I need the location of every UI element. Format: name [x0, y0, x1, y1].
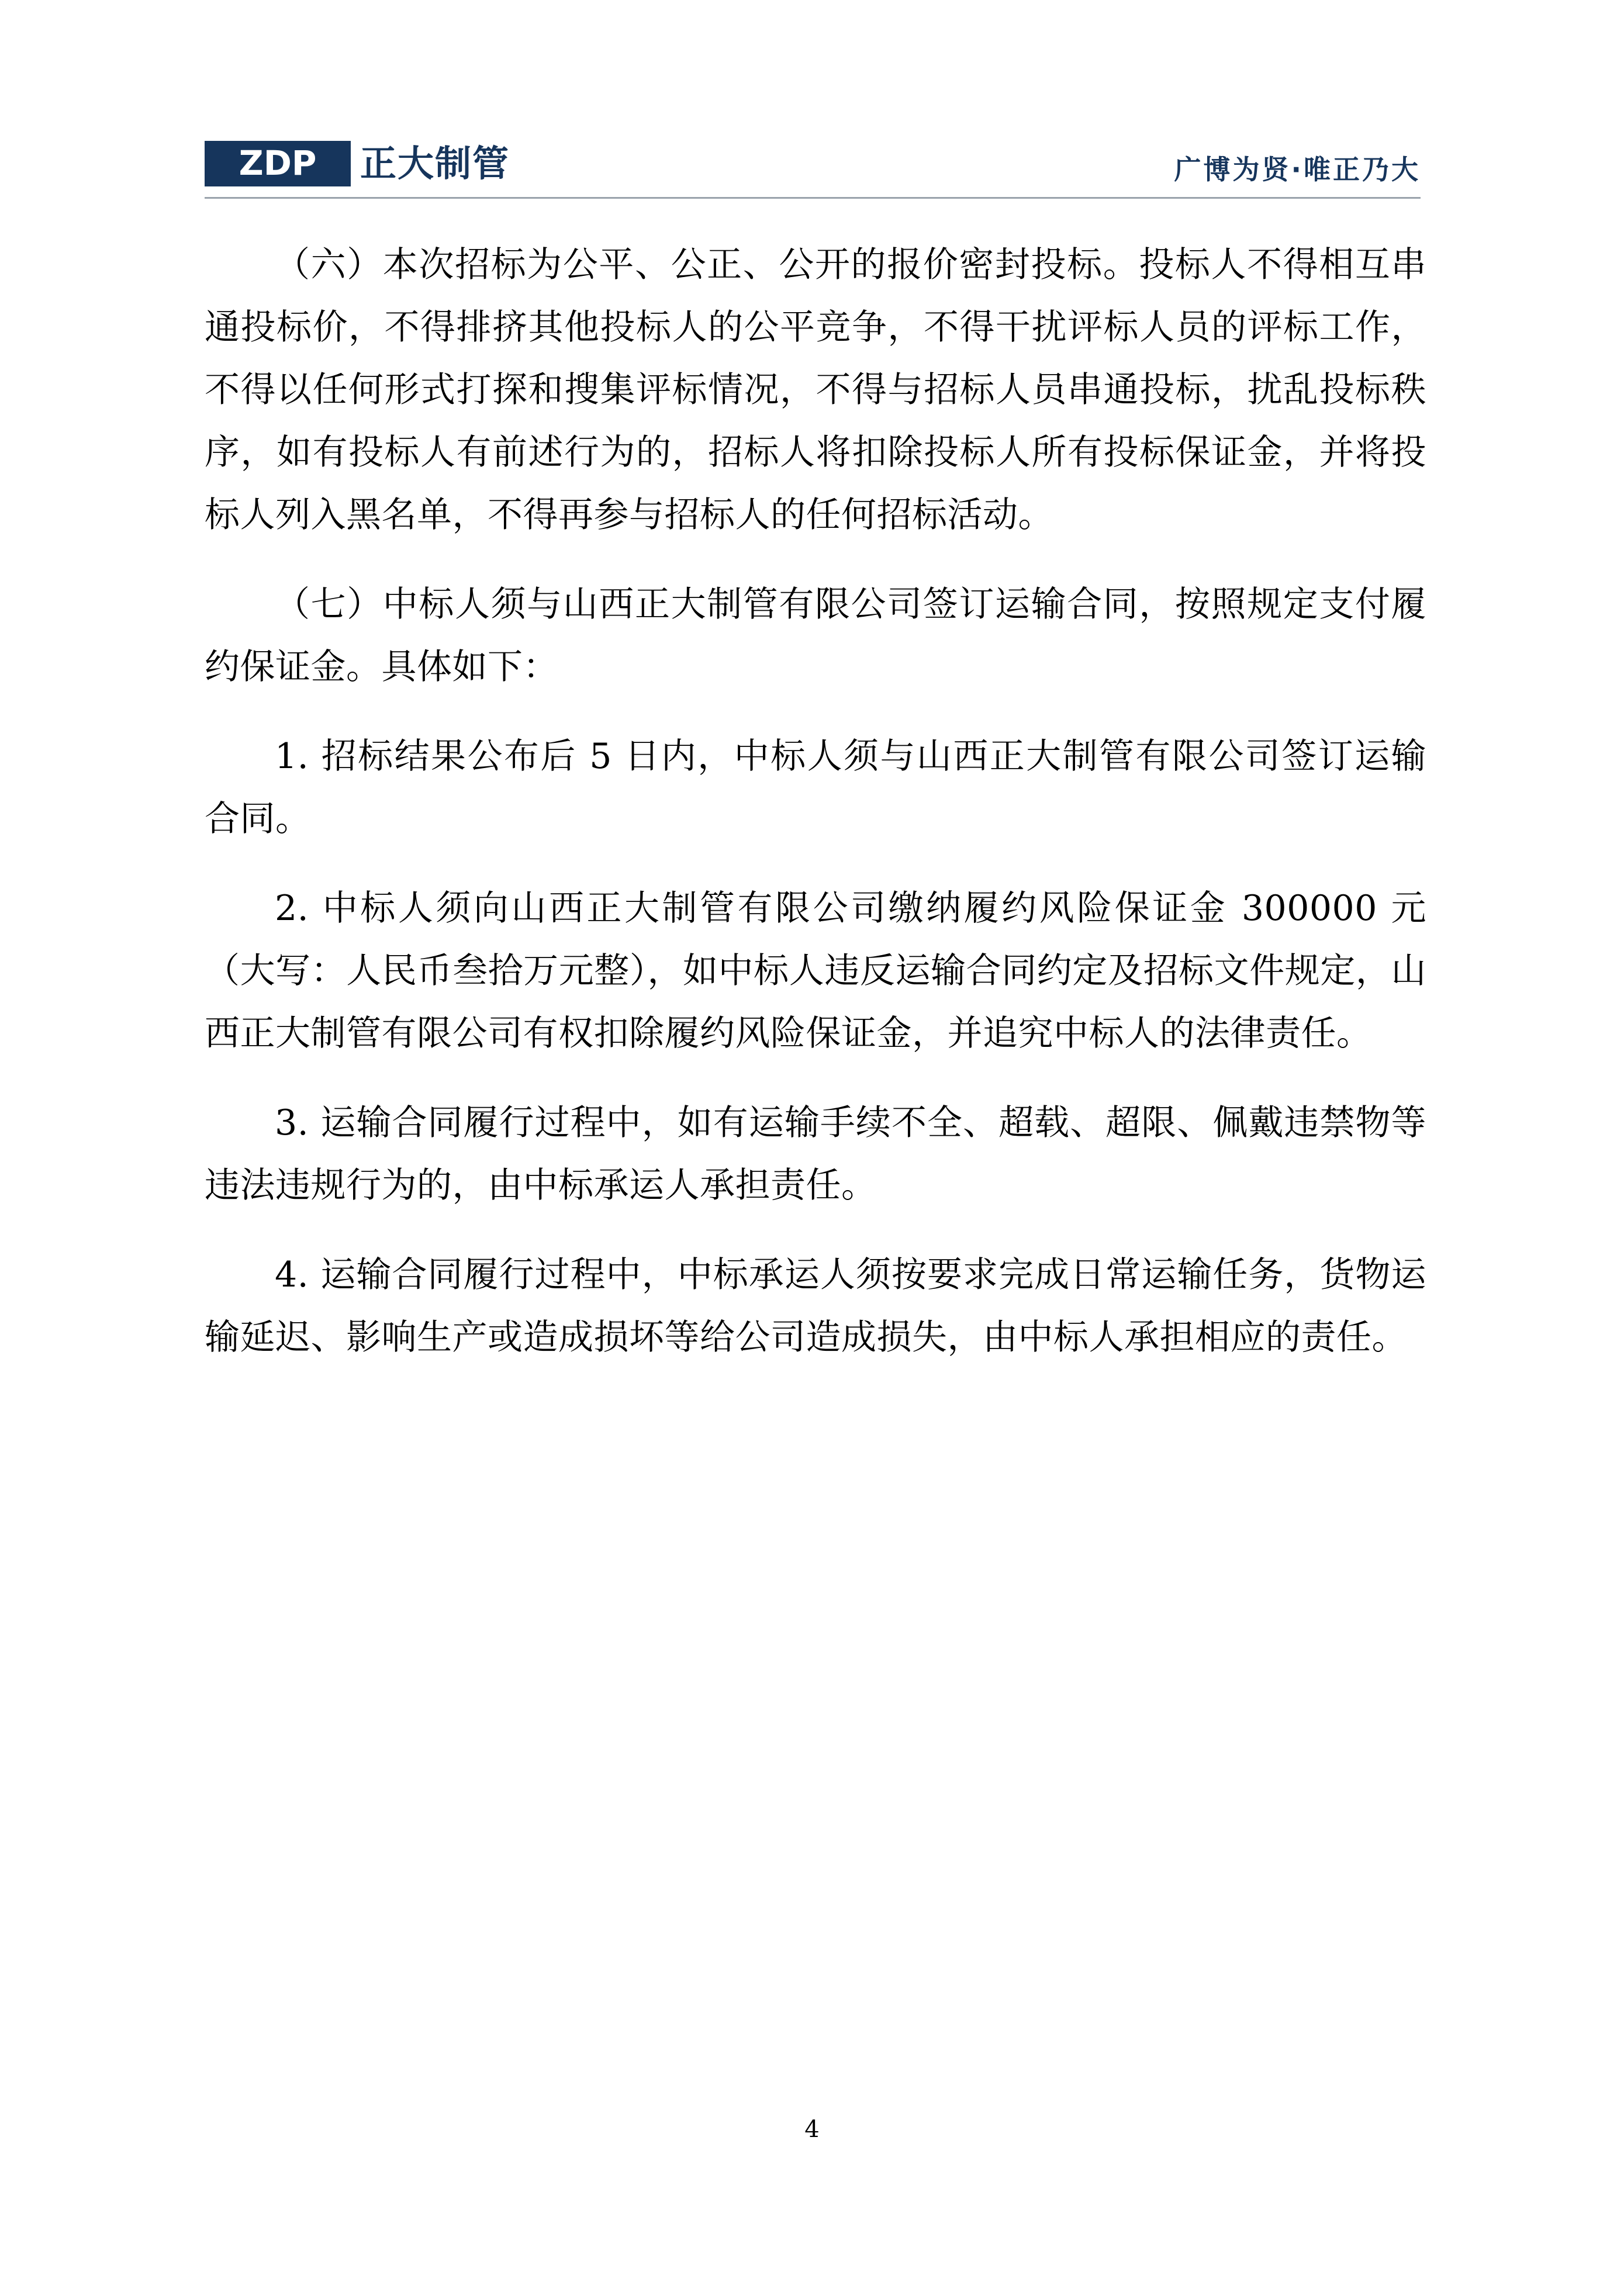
page-header	[205, 117, 1421, 199]
paragraph-item-3: 3. 运输合同履行过程中，如有运输手续不全、超载、超限、佩戴违禁物等违法违规行为的，由中标承运人承担责任。	[205, 1102, 1426, 1206]
company-logo	[205, 141, 510, 186]
paragraph-item-4: 4. 运输合同履行过程中，中标承运人须按要求完成日常运输任务，货物运输延迟、影响生产或造成损坏等给公司造成损失，由中标人承担相应的责任。	[205, 1254, 1426, 1358]
document-body	[205, 234, 1426, 1396]
paragraph-item-2: 2. 中标人须向山西正大制管有限公司缴纳履约风险保证金 300000 元（大写：人民币叁拾万元整），如中标人违反运输合同约定及招标文件规定，山西正大制管有限公司有权扣除履约风险保证金，并追究中标人的法律责任。	[205, 888, 1426, 1054]
logo-company-name: 正大制管	[360, 142, 510, 185]
paragraph-7: （七）中标人须与山西正大制管有限公司签订运输合同，按照规定支付履约保证金。具体如下：	[205, 584, 1426, 687]
paragraph-6: （六）本次招标为公平、公正、公开的报价密封投标。投标人不得相互串通投标价，不得排挤其他投标人的公平竞争，不得干扰评标人员的评标工作，不得以任何形式打探和搜集评标情况，不得与招标人员串通投标，扰乱投标秩序，如有投标人有前述行为的，招标人将扣除投标人所有投标保证金，并将投标人列入黑名单，不得再参与招标人的任何招标活动。	[205, 244, 1426, 535]
company-slogan: 广博为贤·唯正乃大	[1174, 154, 1421, 185]
page-number: 4	[804, 2116, 820, 2143]
zdp-logo-icon	[205, 141, 351, 186]
paragraph-item-1: 1. 招标结果公布后 5 日内，中标人须与山西正大制管有限公司签订运输合同。	[205, 736, 1426, 839]
svg-text:ZDP: ZDP	[239, 143, 317, 183]
